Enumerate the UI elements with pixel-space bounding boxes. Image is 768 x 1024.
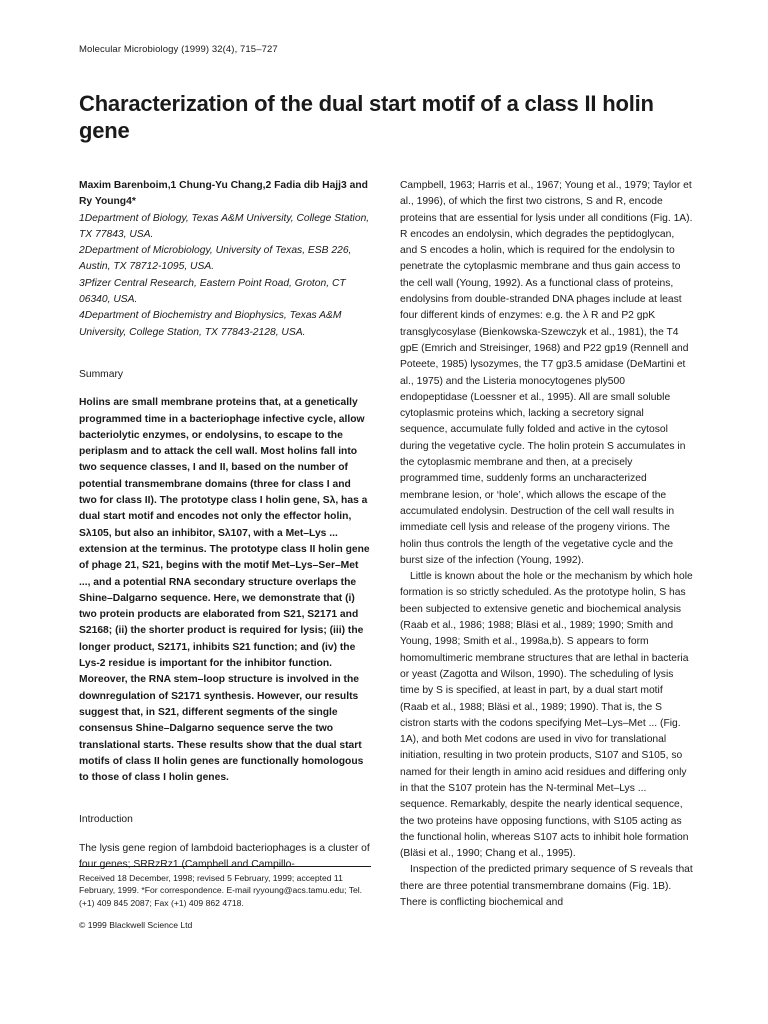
body-paragraph-1: Campbell, 1963; Harris et al., 1967; Young et al., 1979; Taylor et al., 1996), of which the first two cistrons, S and R, encode proteins that are essential for lysis under all conditions (Fig. 1A). R encodes an endolysin, which degrades the peptidoglycan, and S encodes a holin, which is required for the endolysin to penetrate the cytoplasmic membrane and thus gain access to the cell wall (Young, 1992). As a functional class of proteins, endolysins from double-stranded DNA phages include at least four different kinds of enzymes: e.g. the λ R and P2 gpK transglycosylase (Bienkowska-Szewczyk et al., 1981), the T4 gpE (Emrich and Streisinger, 1968) and P22 gp19 (Rennell and Poteete, 1985) lysozymes, the T7 gp3.5 amidase (DeMartini et al., 1975) and the Listeria monocytogenes ply500 endopeptidase (Loessner et al., 1995). All are small soluble cytoplasmic proteins which, lacking a secretory signal sequence, accumulate fully folded and active in the cytosol during the vegetative cycle. The holin protein S accumulates in the cytoplasmic membrane and then, at a precisely programmed time, suddenly forms an uncharacterized membrane lesion, or ‘hole’, which allows the escape of the accumulated endolysin. Destruction of the cell wall results in immediate cell lysis and release of the progeny virions. The holin thus controls the length of the vegetative cycle and the burst size of the infection (Young, 1992). [400,180,693,566]
summary-text: Holins are small membrane proteins that, at a genetically programmed time in a bacteriophage infective cycle, allow bacteriolytic enzymes, or endolysins, to escape to the periplasm and to attack the cell wall. Most holins fall into two sequence classes, I and II, based on the number of potential transmembrane domains (three for class I and two for class II). The prototype class I holin gene, Sλ, has a dual start motif and encodes not only the effector holin, Sλ105, but also an inhibitor, Sλ107, with a Met–Lys ... extension at the terminus. The prototype class II holin gene of phage 21, S21, begins with the motif Met–Lys–Ser–Met ..., and a potential RNA secondary structure overlaps the Shine–Dalgarno sequence. Here, we demonstrate that (i) two protein products are elaborated from S21, S2171 and S2168; (ii) the shorter product is required for lysis; (iii) the longer product, S2171, inhibits S21 function; and (iv) the Lys-2 residue is important for the inhibitor function. Moreover, the RNA stem–loop structure is involved in the downregulation of S2171 synthesis. However, our results suggest that, in S21, different segments of the single consensus Shine–Dalgarno sequence serve the two translational starts. These results show that the dual start motifs of class II holin genes are functionally homologous to those of class I holin genes. [79,397,370,784]
footnote-divider [79,866,371,867]
summary-heading: Summary [79,368,124,380]
right-column [400,178,693,911]
author-list: Maxim Barenboim,1 Chung-Yu Chang,2 Fadia dib Hajj3 and Ry Young4* [79,180,368,208]
introduction-heading: Introduction [79,814,133,826]
introduction-text: The lysis gene region of lambdoid bacteriophages is a cluster of four genes; SRRzRz1 (Campbell and Campillo- [79,842,370,870]
left-column [79,178,371,873]
copyright-notice: © 1999 Blackwell Science Ltd [79,920,193,930]
received-text: Received 18 December, 1998; revised 5 February, 1999; accepted 11 February, 1999. *For correspondence. E-mail ryyoung@acs.tamu.edu; Tel. (+1) 409 845 2087; Fax (+1) 409 862 4718. [79,873,363,908]
affiliation-2: 2Department of Microbiology, University of Texas, ESB 226, Austin, TX 78712-1095, USA. [79,245,352,273]
journal-citation: Molecular Microbiology (1999) 32(4), 715–727 [79,44,278,55]
article-title: Characterization of the dual start motif of a class II holin gene [79,91,654,143]
body-paragraph-3: Inspection of the predicted primary sequence of S reveals that there are three potential transmembrane domains (Fig. 1B). There is conflicting biochemical and [400,864,693,909]
body-paragraph-2: Little is known about the hole or the mechanism by which hole formation is so strictly scheduled. As the prototype holin, S has been subjected to extensive genetic and biochemical analysis (Raab et al., 1986; 1988; Bläsi et al., 1989; 1990; Smith and Young, 1998; Smith et al., 1998a,b). S appears to form homomultimeric membrane structures that are lethal in bacteria or yeast (Zagotta and Wilson, 1990). The scheduling of lysis time by S is specified, at least in part, by a dual start motif (Raab et al., 1988; Bläsi et al., 1989; 1990). That is, the S cistron starts with the codons specifying Met–Lys–Met ... (Fig. 1A), and both Met codons are used in vivo for translational initiation, resulting in two protein products, S107 and S105, so named for their length in amino acid residues and differing only in that the S107 protein has the N-terminal Met–Lys ... sequence. Remarkably, despite the nearly identical sequence, the two proteins have opposing functions, with S105 acting as the functional holin, whereas S107 acts to inhibit hole formation (Bläsi et al., 1990; Chang et al., 1995). [400,571,693,860]
affiliations [79,211,371,341]
affiliation-3: 3Pfizer Central Research, Eastern Point Road, Groton, CT 06340, USA. [79,277,346,306]
affiliation-1: 1Department of Biology, Texas A&M University, College Station, TX 77843, USA. [79,212,370,240]
affiliation-4: 4Department of Biochemistry and Biophysics, Texas A&M University, College Station, TX 77843-2128, USA. [79,310,342,338]
received-footnote [79,872,371,909]
